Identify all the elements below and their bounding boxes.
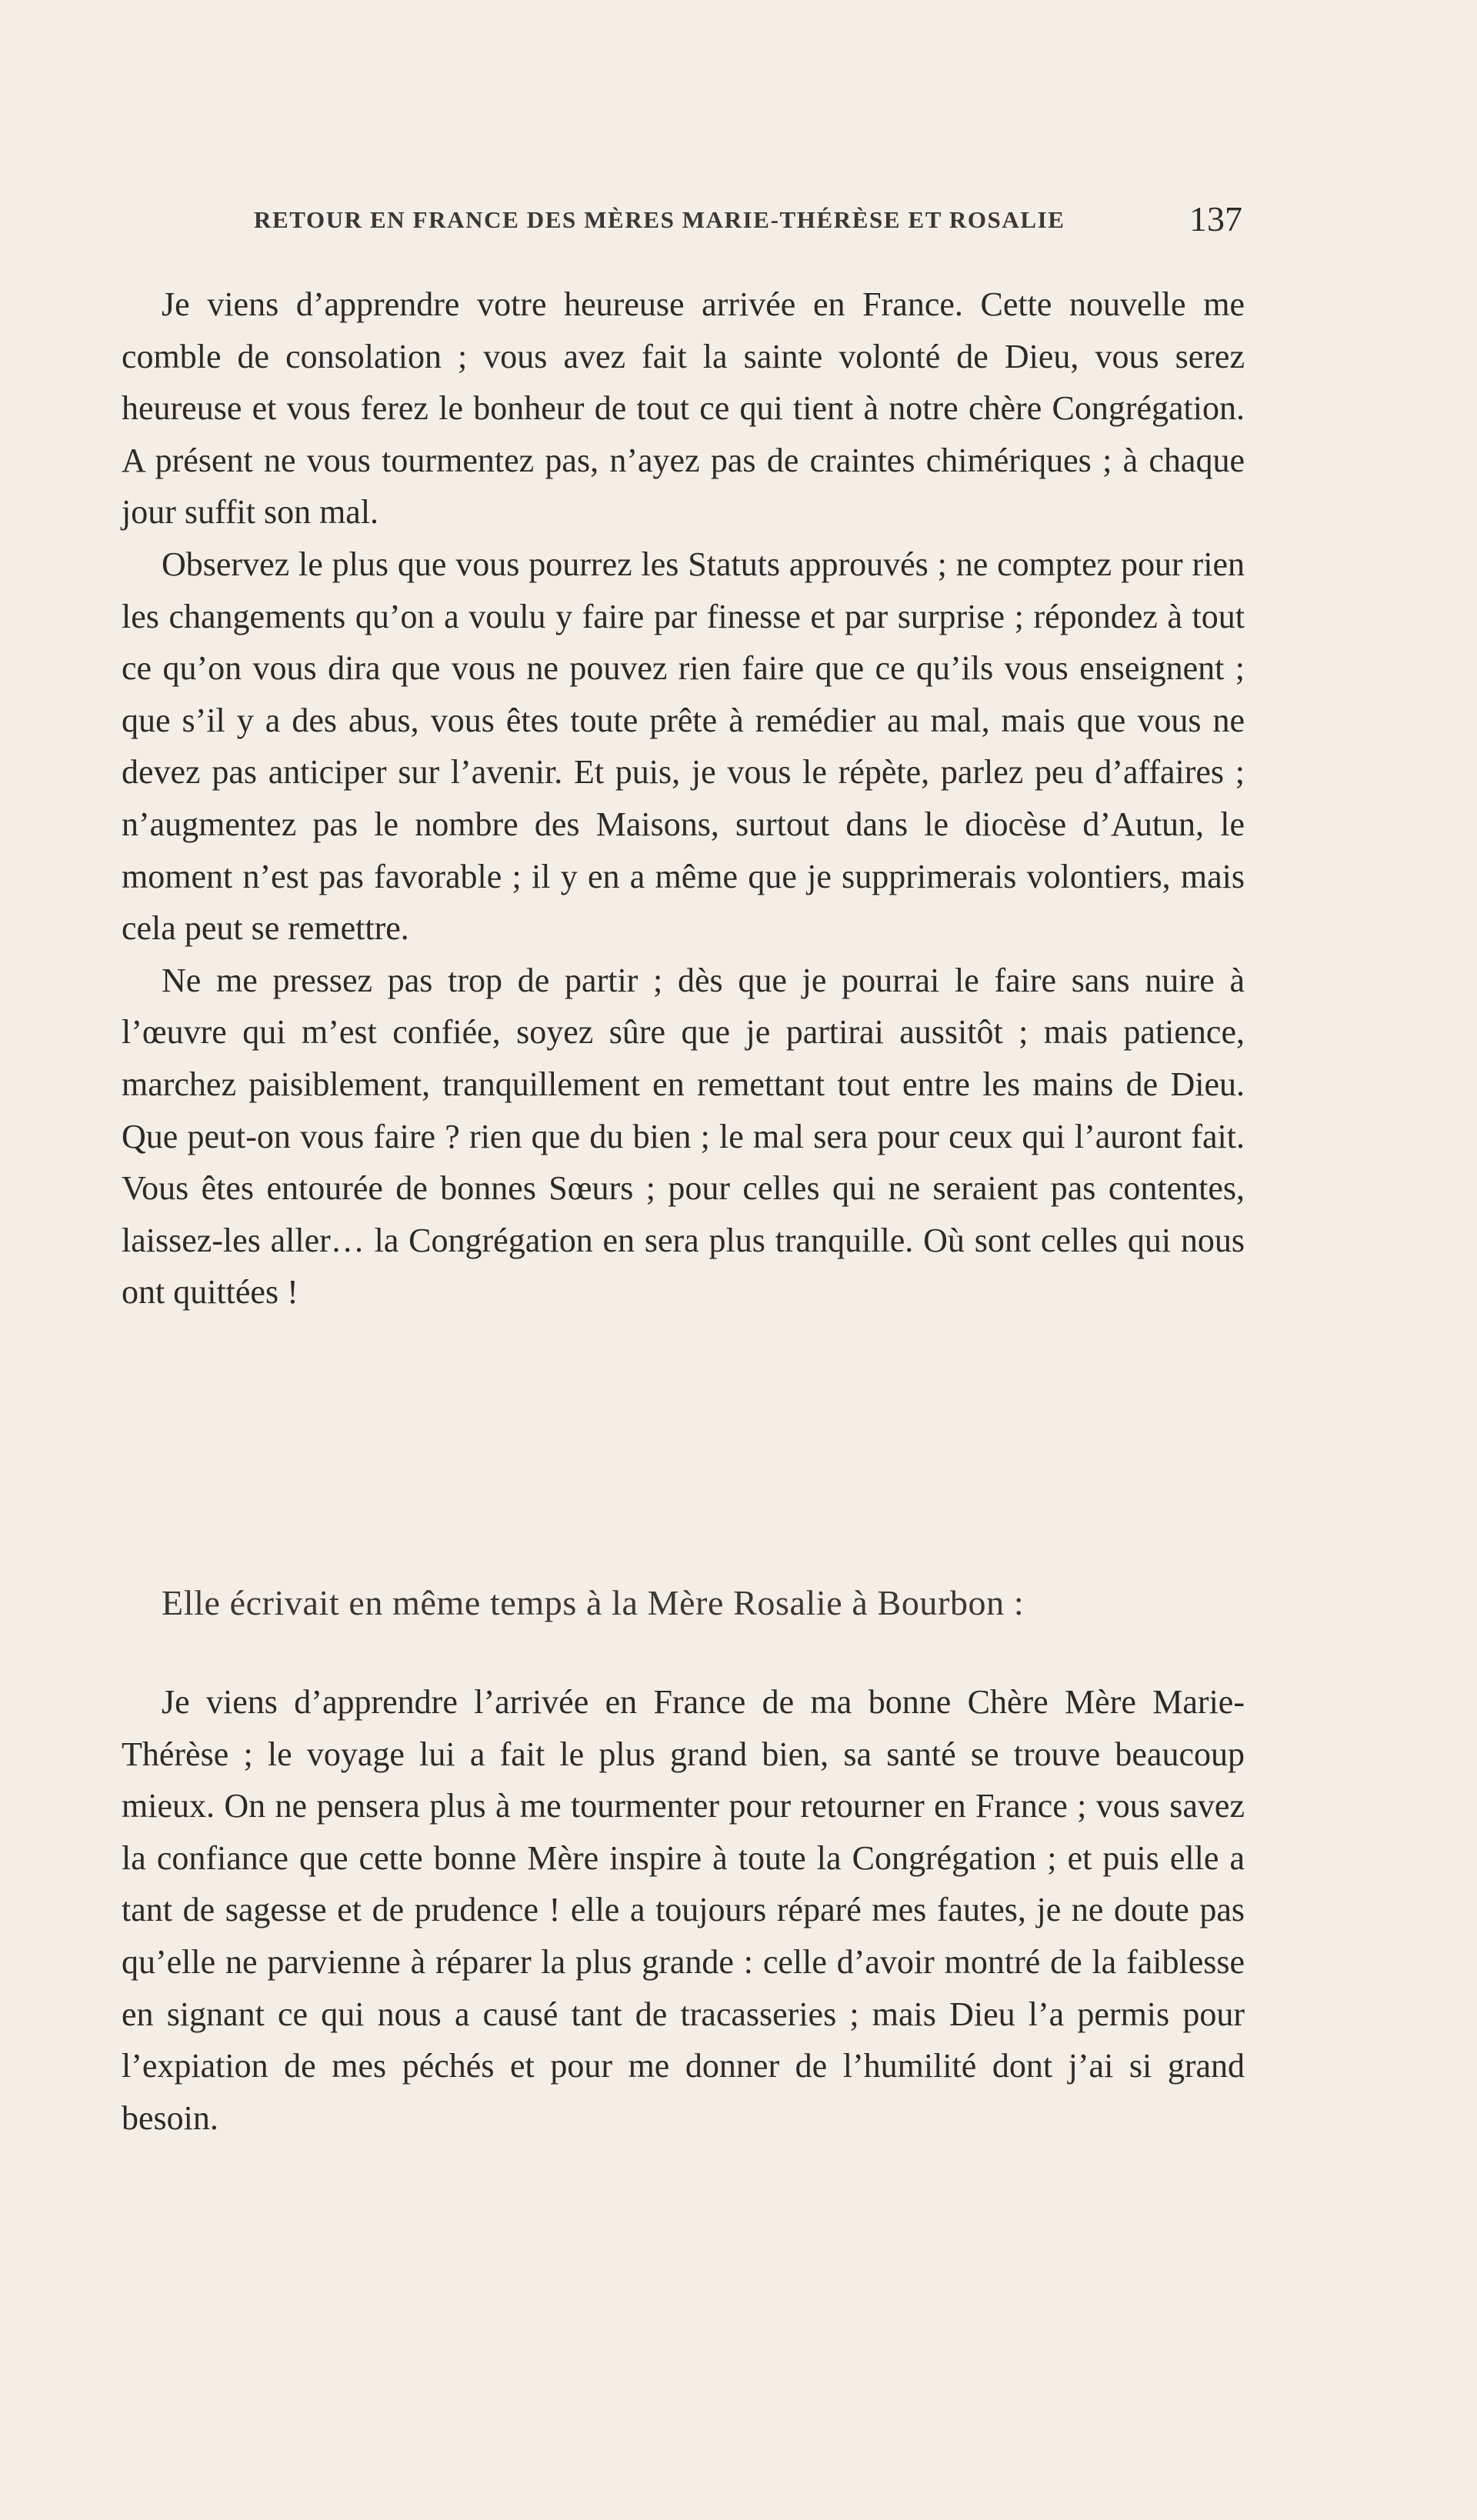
paragraph: Je viens d’apprendre votre heureuse arrivée en France. Cette nouvelle me comble de consolation ; vous avez fait la sainte volonté de Dieu, vous serez heureuse et vous ferez le bonheur de tout ce qui tient à notre chère Congrégation. A présent ne vous tourmentez pas, n’ayez pas de craintes chimériques ; à chaque jour suffit son mal. bbox=[122, 285, 1245, 532]
running-title: RETOUR EN FRANCE DES MÈRES MARIE-THÉRÈSE ET ROSALIE bbox=[254, 206, 1065, 233]
paragraph: Je viens d’apprendre l’arrivée en France de ma bonne Chère Mère Marie-Thérèse ; le voyage lui a fait le plus grand bien, sa santé se trouve beaucoup mieux. On ne pensera plus à me tourmenter pour retourner en France ; vous savez la confiance que cette bonne Mère inspire à toute la Congrégation ; et puis elle a tant de sagesse et de prudence ! elle a toujours réparé mes fautes, je ne doute pas qu’elle ne parvienne à réparer la plus grande : celle d’avoir montré de la faiblesse en signant ce qui nous a causé tant de tracasseries ; mais Dieu l’a permis pour l’expiation de mes péchés et pour me donner de l’humilité dont j’ai si grand besoin. bbox=[122, 1683, 1245, 2137]
paragraph: Observez le plus que vous pourrez les Statuts approuvés ; ne comptez pour rien les changements qu’on a voulu y faire par finesse et par surprise ; répondez à tout ce qu’on vous dira que vous ne pouvez rien faire que ce qu’ils vous enseignent ; que s’il y a des abus, vous êtes toute prête à remédier au mal, mais que vous ne devez pas anticiper sur l’avenir. Et puis, je vous le répète, parlez peu d’affaires ; n’augmentez pas le nombre des Maisons, surtout dans le diocèse d’Autun, le moment n’est pas favorable ; il y en a même que je supprimerais volontiers, mais cela peut se remettre. bbox=[122, 545, 1245, 948]
running-head bbox=[254, 198, 1242, 245]
paragraph: Ne me pressez pas trop de partir ; dès que je pourrai le faire sans nuire à l’œuvre qui m’est confiée, soyez sûre que je partirai aussitôt ; mais patience, marchez paisiblement, tranquillement en remettant tout entre les mains de Dieu. Que peut-on vous faire ? rien que du bien ; le mal sera pour ceux qui l’auront fait. Vous êtes entourée de bonnes Sœurs ; pour celles qui ne seraient pas contentes, laissez-les aller… la Congrégation en sera plus tranquille. Où sont celles qui nous ont quittées ! bbox=[122, 961, 1245, 1312]
letter-to-rosalie bbox=[122, 1676, 1245, 2144]
page-number: 137 bbox=[1189, 199, 1242, 238]
letter-to-marie-therese bbox=[122, 278, 1245, 1318]
section-heading: Elle écrivait en même temps à la Mère Rosalie à Bourbon : bbox=[162, 1583, 1025, 1622]
